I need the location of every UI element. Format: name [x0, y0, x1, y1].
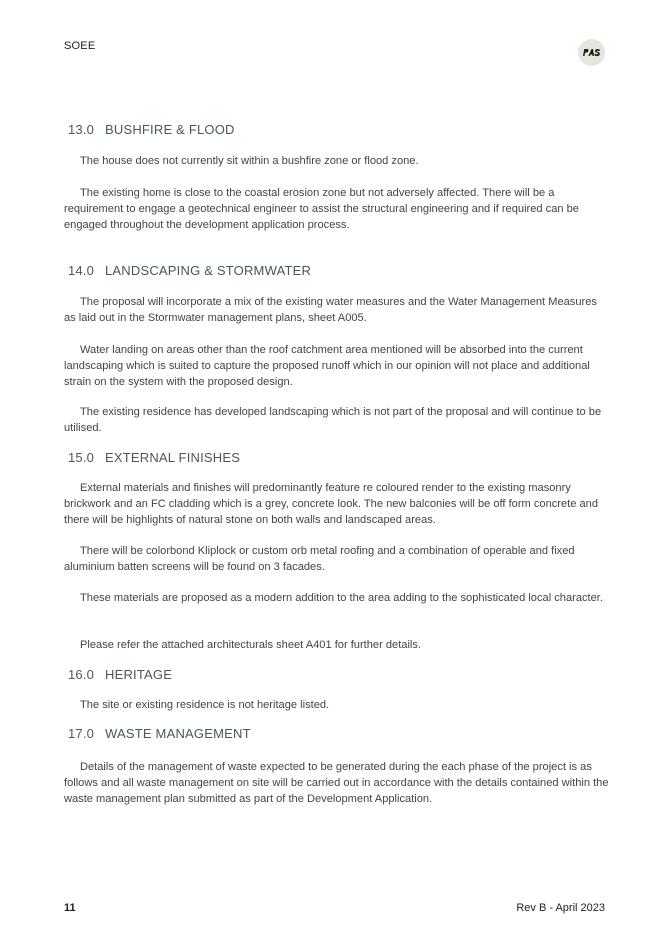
page-number: 11: [64, 902, 76, 914]
paragraph: The existing home is close to the coastal erosion zone but not adversely affected. There will be a requirement to engage a geotechnical engineer to assist the structural engineering and if required can be engaged throughout the development application process.: [64, 187, 579, 231]
paragraph: External materials and finishes will predominantly feature re coloured render to the existing masonry brickwork and an FC cladding which is a grey, concrete look. The new balconies will be off form concrete and there will be highlights of natural stone on both walls and landscaped areas.: [64, 482, 598, 526]
paragraph: Water landing on areas other than the roof catchment area mentioned will be absorbed into the current landscaping which is suited to capture the proposed runoff which in our opinion will not place and additional strain on the system with the proposed design.: [64, 344, 590, 388]
company-logo: [578, 39, 605, 66]
paragraph: The proposal will incorporate a mix of the existing water measures and the Water Management Measures as laid out in the Stormwater management plans, sheet A005.: [64, 296, 597, 324]
section-number: 15.0: [68, 450, 95, 465]
section-number: 16.0: [68, 667, 95, 682]
paragraph: Details of the management of waste expected to be generated during the each phase of the project is as follows and all waste management on site will be carried out in accordance with the details contained within the waste management plan submitted as part of the Development Application.: [64, 761, 609, 805]
paragraph: There will be colorbond Kliplock or custom orb metal roofing and a combination of operable and fixed aluminium batten screens will be found on 3 facades.: [64, 545, 575, 573]
section-title: LANDSCAPING & STORMWATER: [105, 263, 312, 278]
section-title: HERITAGE: [105, 667, 173, 682]
company-logo-icon: [582, 48, 601, 57]
section-heading-landscaping-stormwater: [68, 263, 311, 278]
revision-label: Rev B - April 2023: [516, 902, 605, 914]
paragraph: The house does not currently sit within a bushfire zone or flood zone.: [80, 155, 419, 167]
section-title: WASTE MANAGEMENT: [105, 726, 251, 741]
paragraph: The site or existing residence is not heritage listed.: [80, 699, 330, 711]
section-heading-external-finishes: [68, 450, 240, 465]
paragraph: These materials are proposed as a modern addition to the area adding to the sophisticated local character.: [80, 592, 603, 604]
section-number: 17.0: [68, 726, 95, 741]
document-title: SOEE: [64, 40, 96, 52]
paragraph: Please refer the attached architecturals sheet A401 for further details.: [80, 639, 422, 651]
section-number: 14.0: [68, 263, 95, 278]
paragraph: The existing residence has developed landscaping which is not part of the proposal and will continue to be utilised.: [64, 406, 602, 434]
section-heading-waste-management: [68, 726, 251, 741]
section-title: BUSHFIRE & FLOOD: [105, 122, 235, 137]
section-number: 13.0: [68, 122, 95, 137]
section-title: EXTERNAL FINISHES: [105, 450, 241, 465]
section-heading-heritage: [68, 667, 172, 682]
section-heading-bushfire-flood: [68, 122, 235, 137]
